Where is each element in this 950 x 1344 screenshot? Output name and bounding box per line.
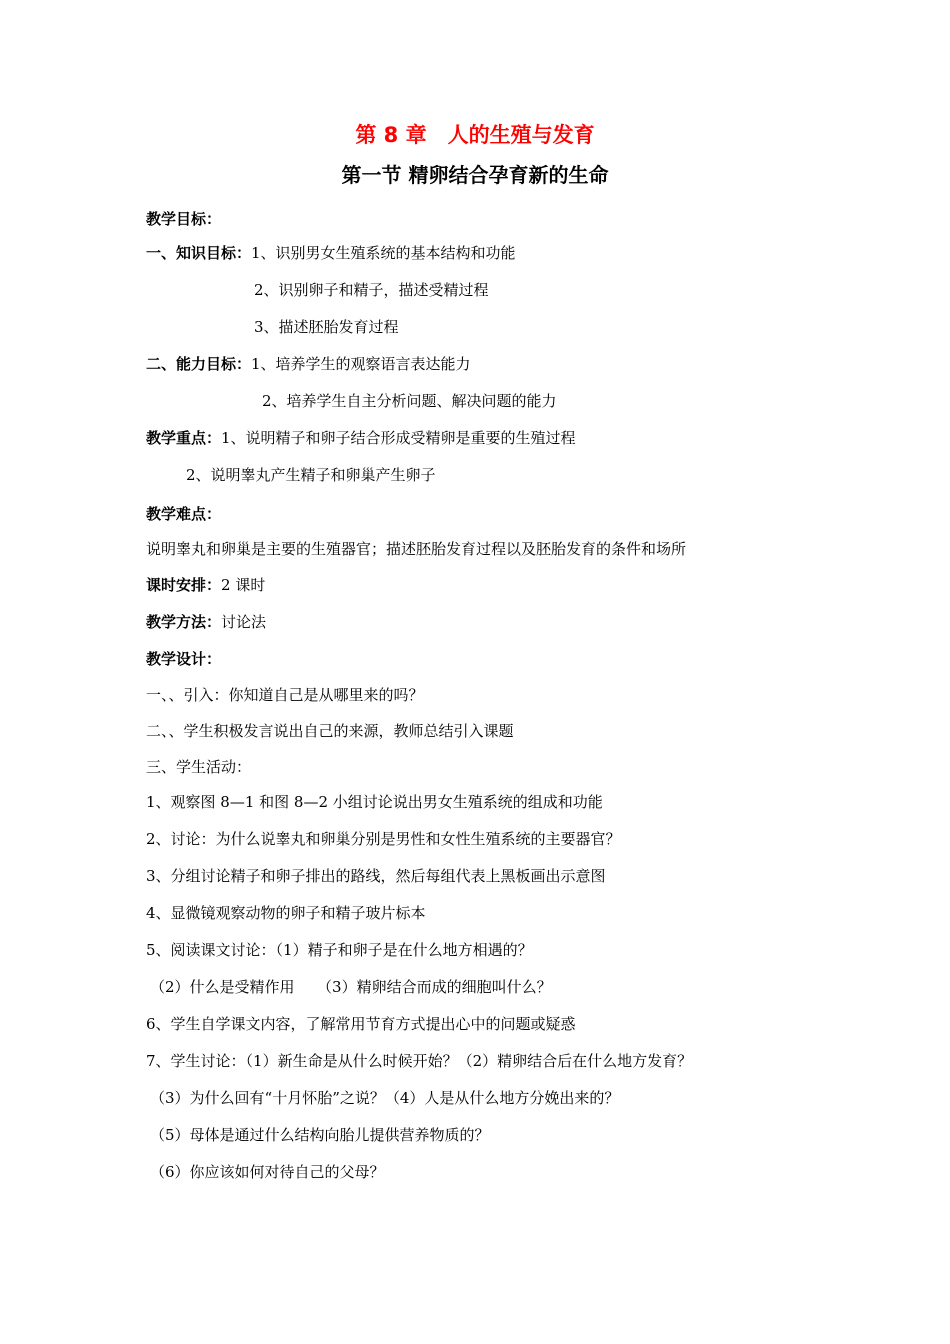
schedule-label: 课时安排： xyxy=(146,576,222,594)
chapter-title: 第 8 章 人的生殖与发育 xyxy=(355,123,595,147)
section-title: 第一节 精卵结合孕育新的生命 xyxy=(341,163,609,187)
ability-goal-line-2: 2、培养学生自主分析问题、解决问题的能力 xyxy=(262,392,557,410)
design-line: 4、显微镜观察动物的卵子和精子玻片标本 xyxy=(146,904,426,922)
design-line: （5）母体是通过什么结构向胎儿提供营养物质的？ xyxy=(150,1126,490,1144)
teaching-goals-heading xyxy=(146,208,221,230)
difficulties-text: 说明睾丸和卵巢是主要的生殖器官；描述胚胎发育过程以及胚胎发育的条件和场所 xyxy=(146,540,687,558)
knowledge-goals-label: 一、知识目标： xyxy=(146,244,252,262)
knowledge-goal-line-2: 2、识别卵子和精子，描述受精过程 xyxy=(254,281,489,299)
ability-goal-line-1 xyxy=(146,353,471,375)
ability-goals-label: 二、能力目标： xyxy=(146,355,252,373)
method-value: 讨论法 xyxy=(221,613,267,631)
design-line: （2）什么是受精作用 （3）精卵结合而成的细胞叫什么？ xyxy=(150,978,552,996)
design-line: 6、学生自学课文内容，了解常用节育方式提出心中的问题或疑惑 xyxy=(146,1015,576,1033)
method-line xyxy=(146,611,266,633)
design-line: 7、学生讨论：（1）新生命是从什么时候开始？（2）精卵结合后在什么地方发育？ xyxy=(146,1052,693,1070)
design-line: 二、、学生积极发言说出自己的来源，教师总结引入课题 xyxy=(146,722,514,740)
design-line: 5、阅读课文讨论：（1）精子和卵子是在什么地方相遇的？ xyxy=(146,941,533,959)
design-heading xyxy=(146,648,221,670)
design-line: 3、分组讨论精子和卵子排出的路线，然后每组代表上黑板画出示意图 xyxy=(146,867,606,885)
knowledge-goal-line-1 xyxy=(146,242,516,264)
design-line: （6）你应该如何对待自己的父母？ xyxy=(150,1163,385,1181)
design-line: 一、、引入：你知道自己是从哪里来的吗？ xyxy=(146,686,424,704)
design-label: 教学设计： xyxy=(146,650,222,668)
difficulties-heading xyxy=(146,503,221,525)
key-point-text: 1、说明精子和卵子结合形成受精卵是重要的生殖过程 xyxy=(221,429,576,447)
design-line: 1、观察图 8—1 和图 8—2 小组讨论说出男女生殖系统的组成和功能 xyxy=(146,793,603,811)
method-label: 教学方法： xyxy=(146,613,222,631)
schedule-line xyxy=(146,574,265,596)
design-line: 2、讨论：为什么说睾丸和卵巢分别是男性和女性生殖系统的主要器官？ xyxy=(146,830,621,848)
schedule-value: 2 课时 xyxy=(221,576,266,594)
key-points-line-1 xyxy=(146,427,576,449)
knowledge-goal-line-3: 3、描述胚胎发育过程 xyxy=(254,318,399,336)
difficulties-label: 教学难点： xyxy=(146,505,222,523)
design-line: （3）为什么回有“十月怀胎”之说？（4）人是从什么地方分娩出来的？ xyxy=(150,1089,620,1107)
ability-goal-text: 1、培养学生的观察语言表达能力 xyxy=(251,355,471,373)
teaching-goals-label: 教学目标： xyxy=(146,210,222,228)
design-line: 三、学生活动： xyxy=(146,758,252,776)
key-points-label: 教学重点： xyxy=(146,429,222,447)
key-points-line-2: 2、说明睾丸产生精子和卵巢产生卵子 xyxy=(186,466,436,484)
knowledge-goal-text: 1、识别男女生殖系统的基本结构和功能 xyxy=(251,244,516,262)
